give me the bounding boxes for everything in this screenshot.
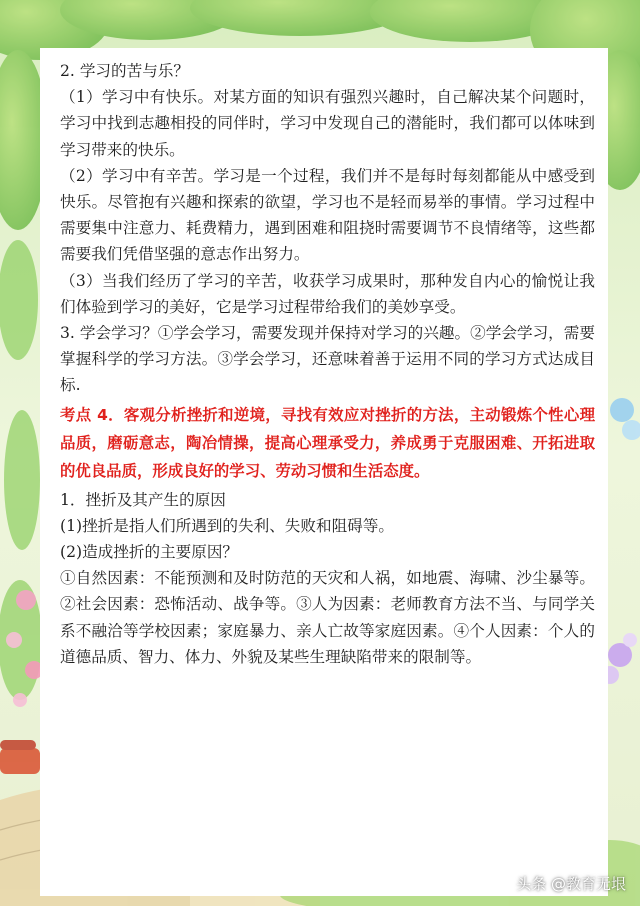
document-body [60, 58, 595, 670]
paragraph-setback-factors: ①自然因素：不能预测和及时防范的天灾和人祸，如地震、海啸、沙尘暴等。②社会因素：恐怖活动、战争等。③人为因素：老师教育方法不当、与同学关系不融洽等学校因素；家庭暴力、亲人亡故等家庭因素。④个人因素：个人的道德品质、智力、体力、外貌及某些生理缺陷带来的限制等。 [60, 569, 595, 666]
heading-setbacks: 1．挫折及其产生的原因 [60, 490, 226, 509]
paragraph-reward: （3）当我们经历了学习的辛苦，收获学习成果时，那种发自内心的愉悦让我们体验到学习的美好，它是学习过程带给我们的美妙享受。 [60, 271, 595, 316]
key-point-4: 考点 4．客观分析挫折和逆境，寻找有效应对挫折的方法，主动锻炼个性心理品质，磨砺意志，陶冶情操，提高心理承受力，养成勇于克服困难、开拓进取的优良品质，形成良好的学习、劳动习惯和生活态度。 [60, 405, 595, 480]
foliage-left [0, 240, 42, 700]
telephone-decoration [0, 740, 40, 774]
paragraph-hardship: （2）学习中有辛苦。学习是一个过程，我们并不是每时每刻都能从中感受到快乐。尽管抱有兴趣和探索的欲望，学习也不是轻而易举的事情。学习过程中需要集中注意力、耗费精力，遇到困难和阻挠时需要调节不良情绪等，这些都需要我们凭借坚强的意志作出努力。 [60, 166, 595, 264]
heading-study-bitter-sweet: 2. 学习的苦与乐？ [60, 62, 189, 80]
paragraph-setback-definition: (1)挫折是指人们所遇到的失利、失败和阻碍等。 [60, 516, 394, 535]
paragraph-learn-to-learn: 3. 学会学习？①学会学习，需要发现并保持对学习的兴趣。②学会学习，需要掌握科学的学习方法。③学会学习，还意味着善于运用不同的学习方式达成目标. [60, 324, 595, 395]
watermark-author: 头条 @教育无垠 [516, 875, 626, 893]
paragraph-joy: （1）学习中有快乐。对某方面的知识有强烈兴趣时，自己解决某个问题时，学习中找到志趣相投的同伴时，学习中发现自己的潜能时，我们都可以体味到学习带来的快乐。 [60, 88, 595, 159]
heading-setback-causes: (2)造成挫折的主要原因？ [60, 543, 239, 562]
